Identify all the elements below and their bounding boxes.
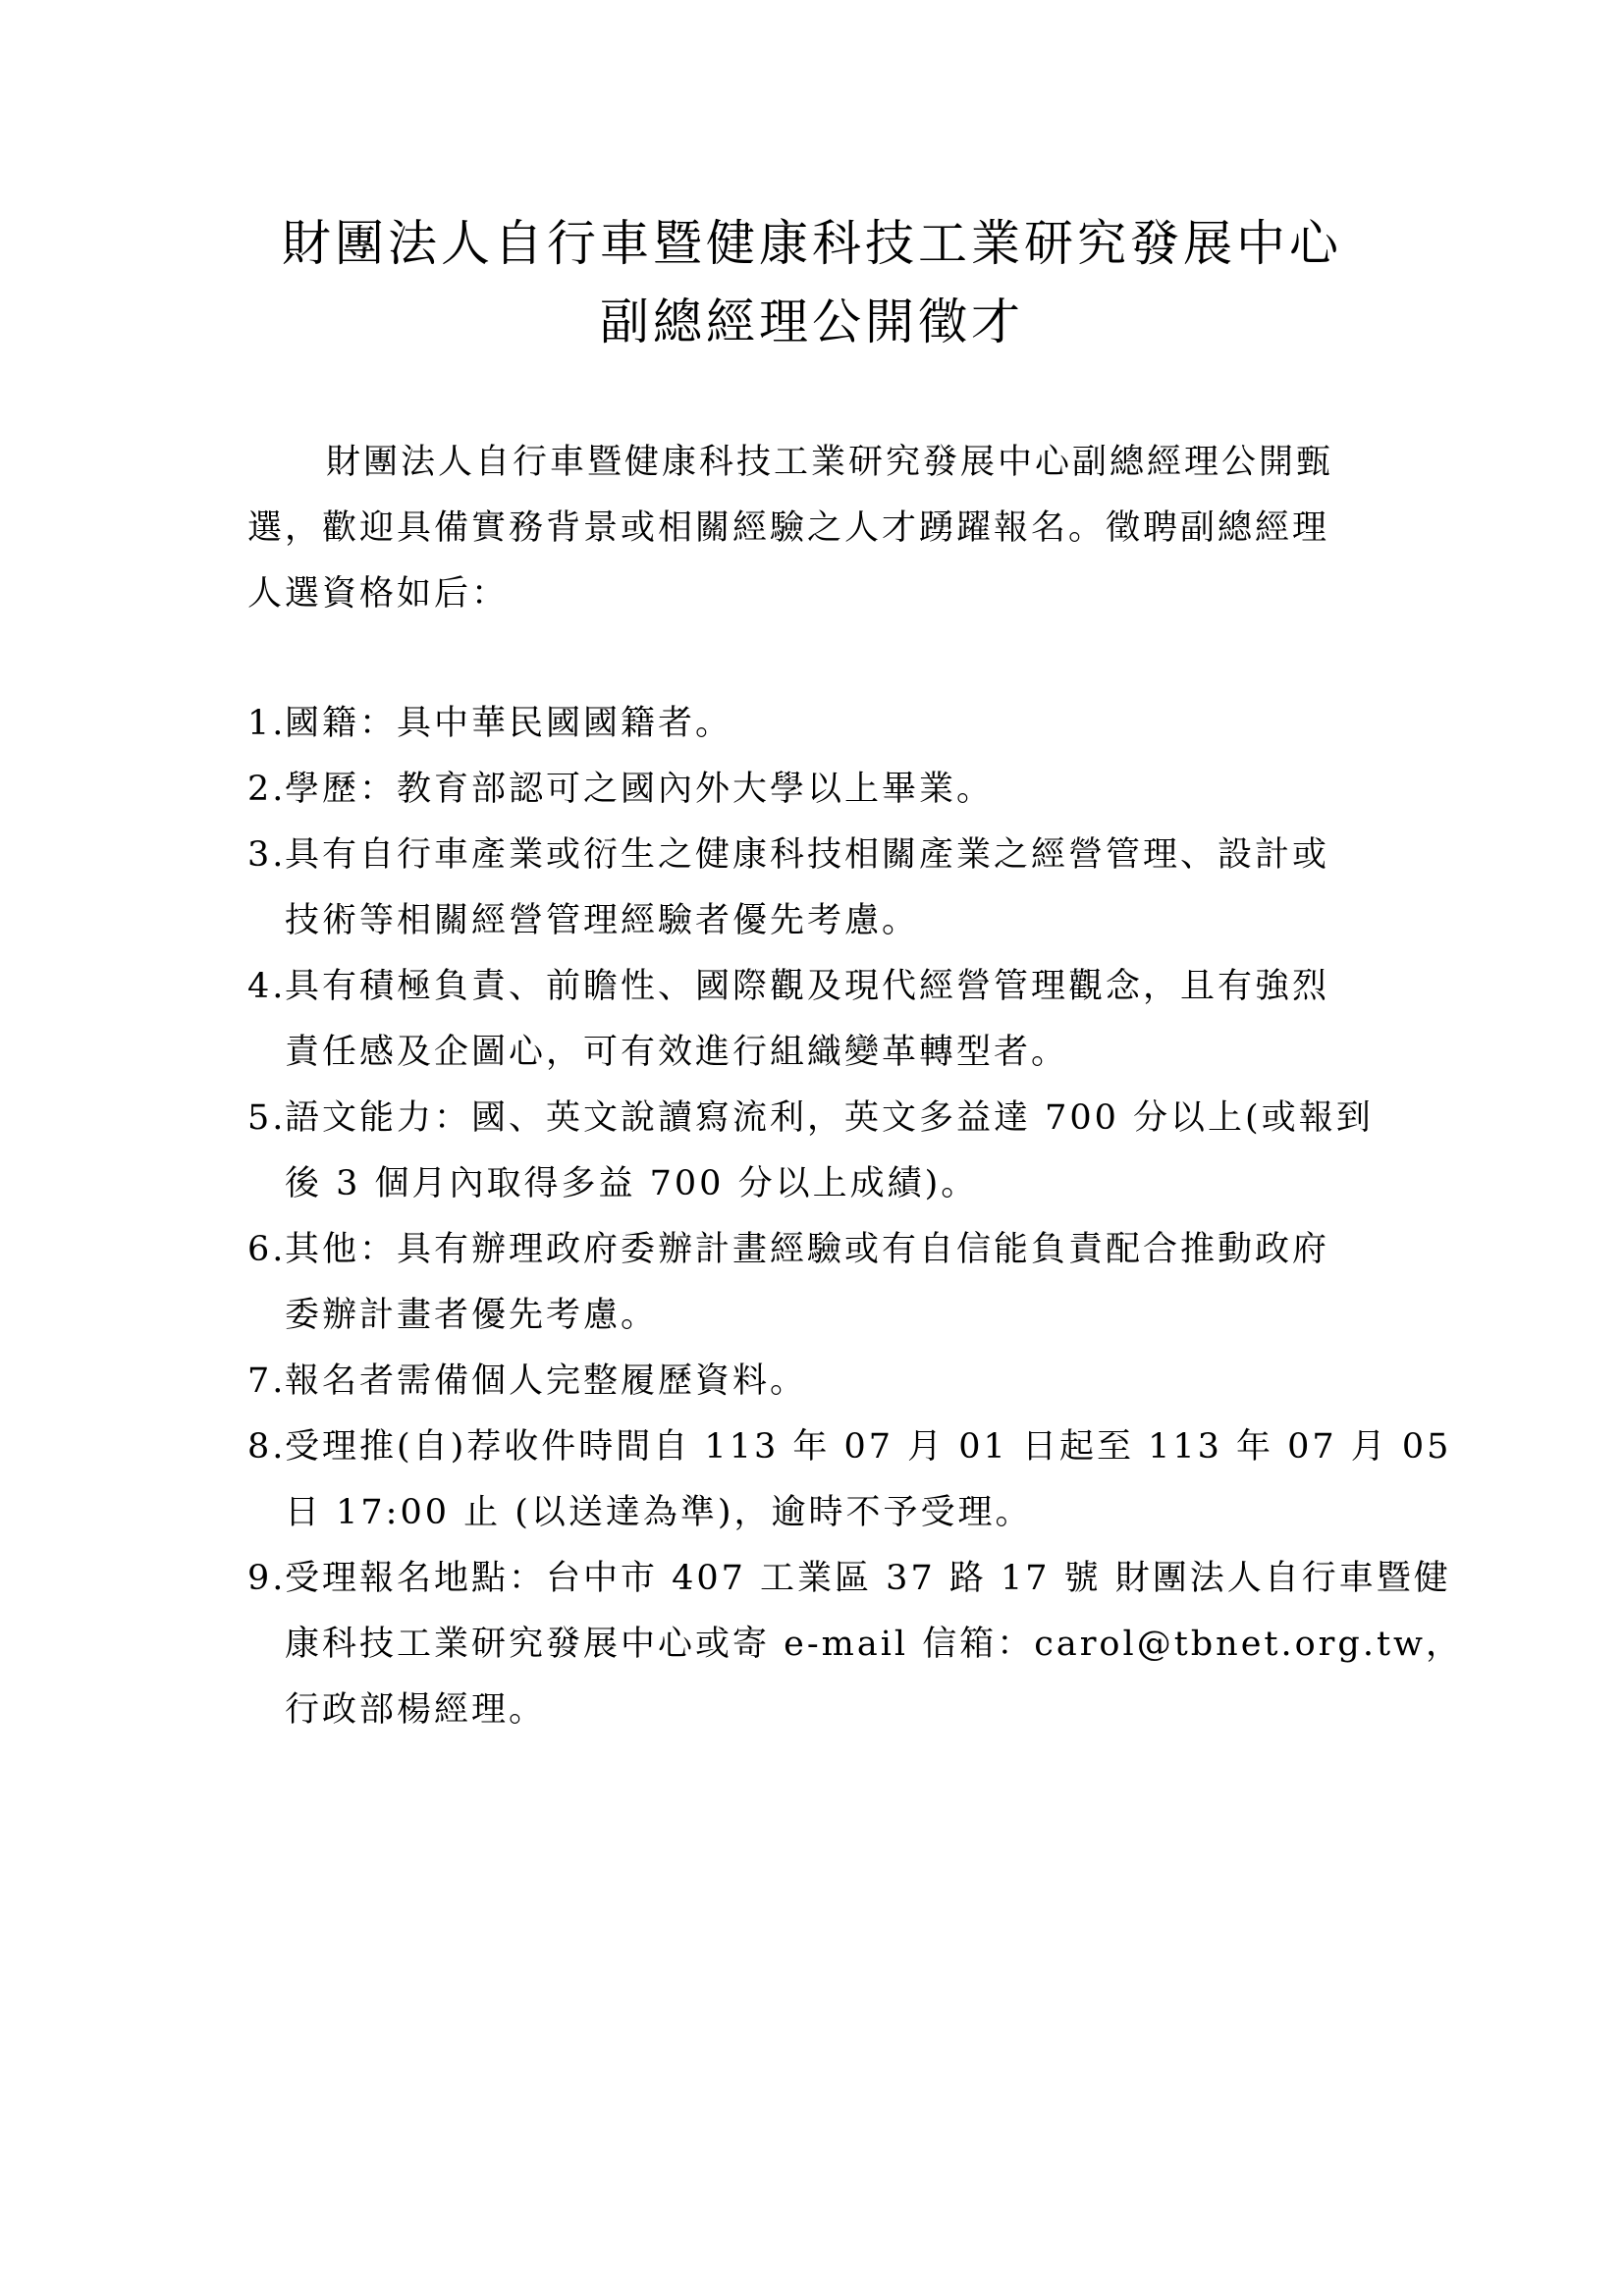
requirement-number: 1. xyxy=(247,704,287,743)
requirement-number: 4. xyxy=(247,967,287,1006)
requirement-item-1 xyxy=(247,691,1426,757)
requirement-number: 5. xyxy=(247,1098,287,1138)
requirement-text: 國籍：具中華民國國籍者。 xyxy=(285,704,733,743)
requirement-number: 6. xyxy=(247,1230,287,1269)
intro-line: 財團法人自行車暨健康科技工業研究發展中心副總經理公開甄 xyxy=(326,443,1334,482)
document-title xyxy=(0,204,1624,361)
requirement-text: 報名者需備個人完整履歷資料。 xyxy=(285,1362,808,1401)
requirement-item-4 xyxy=(247,954,1426,1086)
requirement-item-6 xyxy=(247,1217,1426,1349)
requirement-text: 技術等相關經營管理經驗者優先考慮。 xyxy=(285,901,920,940)
requirement-number: 8. xyxy=(247,1427,287,1467)
requirement-text: 其他：具有辦理政府委辦計畫經驗或有自信能負責配合推動政府 xyxy=(285,1230,1330,1269)
intro-line: 人選資格如后： xyxy=(247,574,510,614)
title-position: 副總經理公開徵才 xyxy=(600,294,1024,350)
title-organization: 財團法人自行車暨健康科技工業研究發展中心 xyxy=(282,215,1342,272)
requirement-item-9 xyxy=(247,1546,1463,1743)
requirement-text: 日 17:00 止 (以送達為準)，逾時不予受理。 xyxy=(285,1493,1033,1532)
requirement-text: 學歷：教育部認可之國內外大學以上畢業。 xyxy=(285,770,995,809)
requirement-text: 康科技工業研究發展中心或寄 e-mail 信箱：carol@tbnet.org.tw， xyxy=(285,1625,1463,1664)
requirement-text: 語文能力：國、英文說讀寫流利，英文多益達 700 分以上(或報到 xyxy=(285,1098,1374,1138)
requirement-item-7 xyxy=(247,1349,1426,1415)
requirement-number: 7. xyxy=(247,1362,287,1401)
requirement-text: 行政部楊經理。 xyxy=(285,1690,547,1730)
requirement-text: 具有自行車產業或衍生之健康科技相關產業之經營管理、設計或 xyxy=(285,835,1330,875)
requirement-text: 受理推(自)荐收件時間自 113 年 07 月 01 日起至 113 年 07 月 05 xyxy=(285,1427,1452,1467)
requirement-text: 責任感及企圖心，可有效進行組織變革轉型者。 xyxy=(285,1033,1069,1072)
requirement-text: 後 3 個月內取得多益 700 分以上成績)。 xyxy=(285,1164,979,1203)
intro-paragraph xyxy=(247,430,1357,627)
requirement-item-3 xyxy=(247,823,1426,954)
requirement-item-2 xyxy=(247,757,1426,823)
requirement-item-8 xyxy=(247,1415,1452,1546)
requirement-item-5 xyxy=(247,1086,1426,1217)
requirements-list xyxy=(247,691,1463,1743)
requirement-text: 具有積極負責、前瞻性、國際觀及現代經營管理觀念，且有強烈 xyxy=(285,967,1330,1006)
intro-line: 選，歡迎具備實務背景或相關經驗之人才踴躍報名。徵聘副總經理 xyxy=(247,508,1330,548)
requirement-number: 2. xyxy=(247,770,287,809)
requirement-text: 受理報名地點：台中市 407 工業區 37 路 17 號 財團法人自行車暨健 xyxy=(285,1559,1451,1598)
requirement-number: 9. xyxy=(247,1559,287,1598)
requirement-text: 委辦計畫者優先考慮。 xyxy=(285,1296,659,1335)
requirement-number: 3. xyxy=(247,835,287,875)
